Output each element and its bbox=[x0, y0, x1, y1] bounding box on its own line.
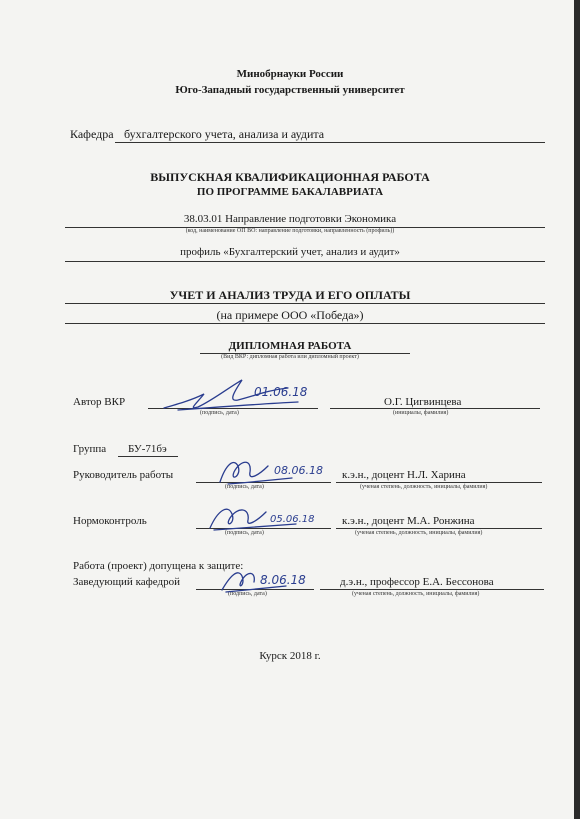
direction-caption: (код, наименование ОП ВО: направление подготовки, направленность (профиль)) bbox=[185, 228, 395, 234]
city-year: Курск 2018 г. bbox=[259, 650, 321, 662]
author-name-caption: (инициалы, фамилия) bbox=[393, 410, 449, 416]
scan-edge bbox=[574, 0, 580, 819]
head-name-line bbox=[320, 589, 544, 590]
department-label: Кафедра bbox=[70, 127, 114, 141]
head-name: д.э.н., профессор Е.А. Бессонова bbox=[340, 576, 494, 588]
university-name: Юго-Западный государственный университет bbox=[175, 84, 405, 96]
vkr-type: ДИПЛОМНАЯ РАБОТА bbox=[228, 340, 352, 352]
profile-underline bbox=[65, 261, 545, 262]
group-underline bbox=[118, 456, 178, 457]
topic-underline-1 bbox=[65, 303, 545, 304]
ministry-name: Минобрнауки России bbox=[236, 68, 344, 80]
thesis-topic: УЧЕТ И АНАЛИЗ ТРУДА И ЕГО ОПЛАТЫ bbox=[169, 288, 411, 302]
normocontrol-signature bbox=[200, 500, 330, 536]
supervisor-name-line bbox=[336, 482, 542, 483]
author-label: Автор ВКР bbox=[73, 396, 126, 408]
normocontrol-name: к.э.н., доцент М.А. Ронжина bbox=[342, 515, 475, 527]
direction: 38.03.01 Направление подготовки Экономика bbox=[183, 213, 397, 225]
normocontrol-label: Нормоконтроль bbox=[73, 515, 147, 527]
supervisor-name: к.э.н., доцент Н.Л. Харина bbox=[342, 469, 466, 481]
group-label: Группа bbox=[73, 443, 107, 455]
normocontrol-name-line bbox=[336, 528, 542, 529]
author-name: О.Г. Цигвинцева bbox=[384, 396, 462, 408]
supervisor-name-caption: (ученая степень, должность, инициалы, фамилия) bbox=[360, 484, 488, 490]
normocontrol-signature-date: 05.06.18 bbox=[270, 514, 315, 525]
profile: профиль «Бухгалтерский учет, анализ и аудит» bbox=[180, 246, 400, 258]
topic-underline-2 bbox=[65, 323, 545, 324]
department-underline bbox=[115, 142, 545, 143]
supervisor-signature-date: 08.06.18 bbox=[274, 464, 323, 477]
supervisor-signature bbox=[212, 452, 337, 490]
head-name-caption: (ученая степень, должность, инициалы, фамилия) bbox=[352, 591, 480, 597]
head-signature-caption: (подпись, дата) bbox=[228, 591, 267, 597]
normocontrol-signature-caption: (подпись, дата) bbox=[225, 530, 264, 536]
normocontrol-name-caption: (ученая степень, должность, инициалы, фамилия) bbox=[355, 530, 483, 536]
head-signature bbox=[216, 560, 326, 596]
program-title: ПО ПРОГРАММЕ БАКАЛАВРИАТА bbox=[196, 186, 384, 198]
supervisor-label: Руководитель работы bbox=[73, 469, 174, 481]
group-value: БУ-71бэ bbox=[128, 443, 167, 455]
thesis-topic-example: (на примере ООО «Победа») bbox=[216, 308, 364, 322]
department-value: бухгалтерского учета, анализа и аудита bbox=[124, 127, 325, 141]
author-name-line bbox=[330, 408, 540, 409]
author-signature bbox=[158, 374, 328, 416]
work-type-title: ВЫПУСКНАЯ КВАЛИФИКАЦИОННАЯ РАБОТА bbox=[150, 170, 430, 184]
supervisor-signature-caption: (подпись, дата) bbox=[225, 484, 264, 490]
head-label: Заведующий кафедрой bbox=[73, 576, 180, 588]
author-signature-caption: (подпись, дата) bbox=[200, 410, 239, 416]
vkr-type-caption: (Вид ВКР: дипломная работа или дипломный проект) bbox=[221, 354, 359, 360]
author-signature-date: 01.06.18 bbox=[254, 385, 308, 399]
admission-label: Работа (проект) допущена к защите: bbox=[73, 560, 244, 572]
head-signature-date: 8.06.18 bbox=[260, 573, 306, 587]
